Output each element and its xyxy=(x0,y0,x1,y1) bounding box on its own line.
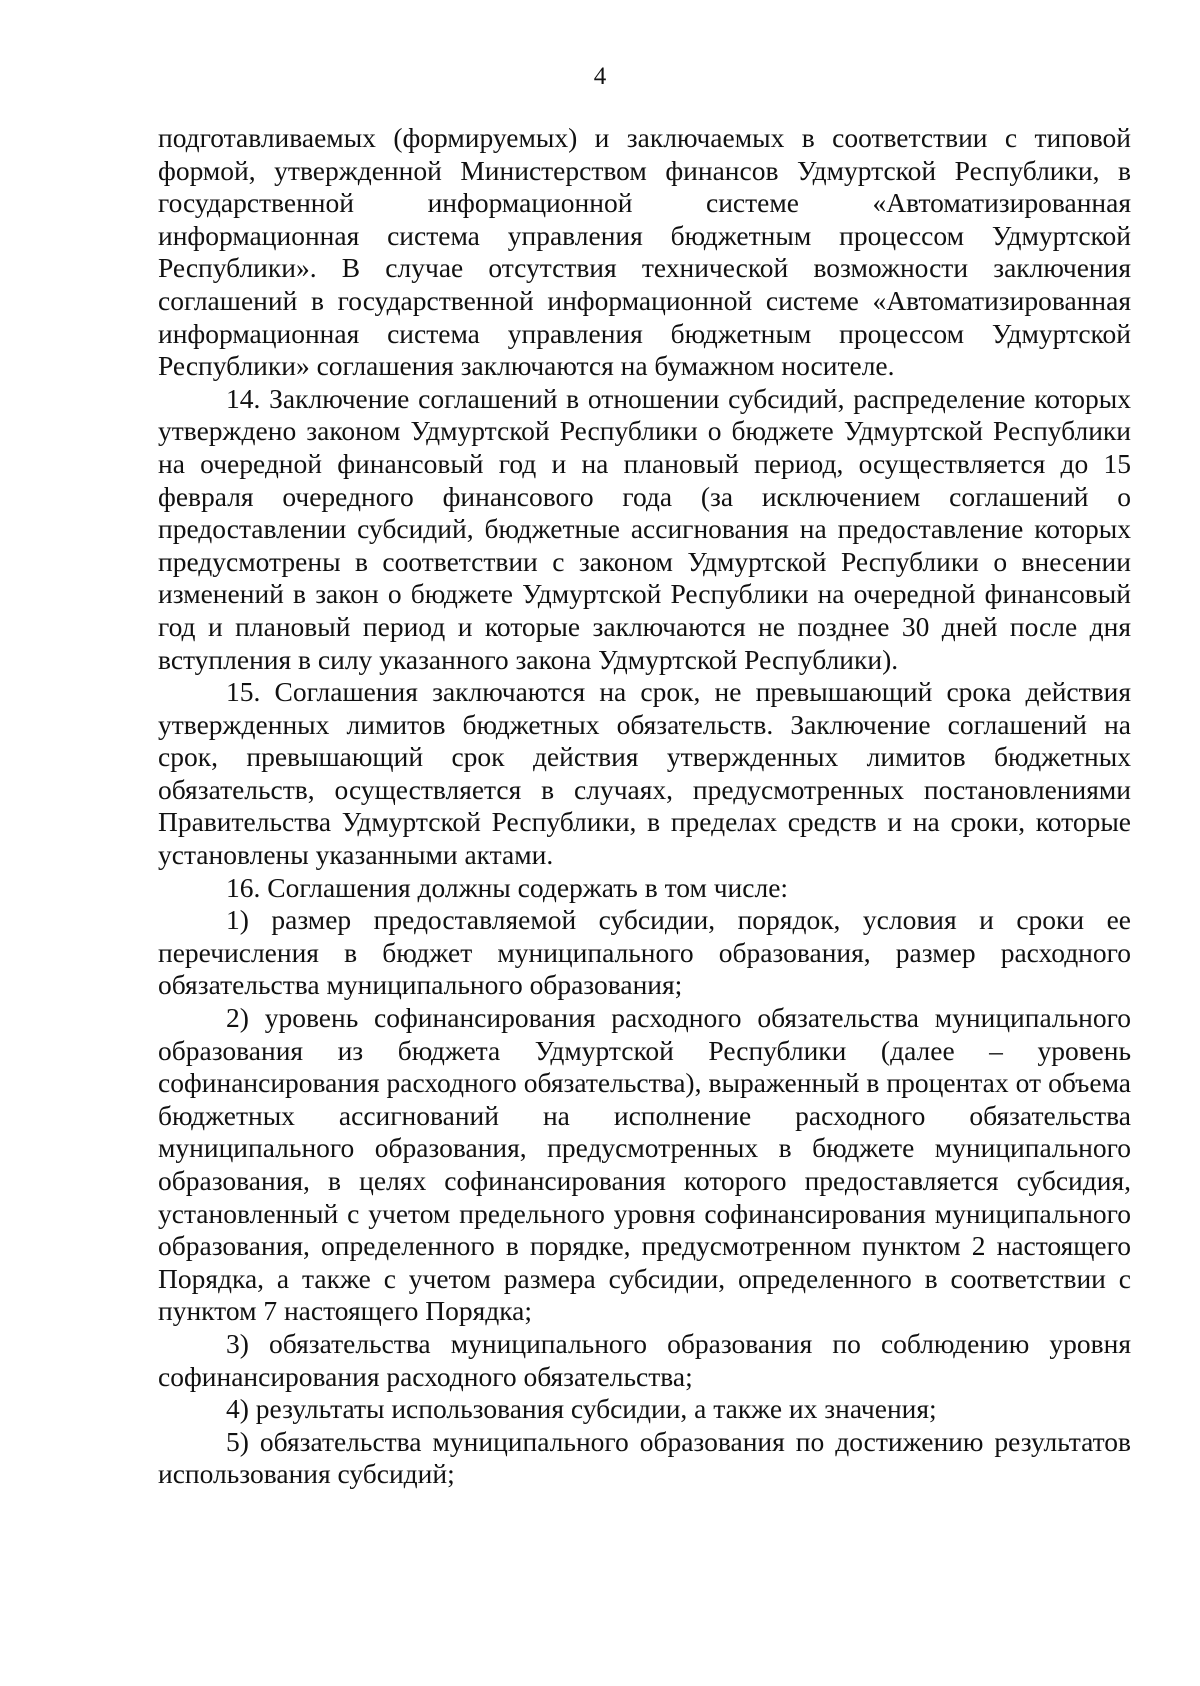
list-item-16-3: 3) обязательства муниципального образования по соблюдению уровня софинансирования расходного обязательства; xyxy=(158,1327,1131,1392)
document-body xyxy=(158,122,1131,1491)
paragraph-item-14: 14. Заключение соглашений в отношении субсидий, распределение которых утверждено законом Удмуртской Республики о бюджете Удмуртской Республики на очередной финансовый год и на плановый период, осуществляется до 15 февраля очередного финансового года (за исключением соглашений о предоставлении субсидий, бюджетные ассигнования на предоставление которых предусмотрены в соответствии с законом Удмуртской Республики о внесении изменений в закон о бюджете Удмуртской Республики на очередной финансовый год и плановый период и которые заключаются не позднее 30 дней после дня вступления в силу указанного закона Удмуртской Республики). xyxy=(158,382,1131,675)
list-item-16-4: 4) результаты использования субсидии, а также их значения; xyxy=(226,1393,937,1425)
paragraph-continuation: подготавливаемых (формируемых) и заключаемых в соответствии с типовой формой, утвержденной Министерством финансов Удмуртской Республики, в государственной информационной системе «Автоматизированная информационная система управления бюджетным процессом Удмуртской Республики». В случае отсутствия технической возможности заключения соглашений в государственной информационной системе «Автоматизированная информационная система управления бюджетным процессом Удмуртской Республики» соглашения заключаются на бумажном носителе. xyxy=(158,122,1131,382)
list-item-16-2: 2) уровень софинансирования расходного обязательства муниципального образования из бюджета Удмуртской Республики (далее – уровень софинансирования расходного обязательства), выраженный в процентах от объема бюджетных ассигнований на исполнение расходного обязательства муниципального образования, предусмотренных в бюджете муниципального образования, в целях софинансирования которого предоставляется субсидия, установленный с учетом предельного уровня софинансирования муниципального образования, определенного в порядке, предусмотренном пунктом 2 настоящего Порядка, а также с учетом размера субсидии, определенного в соответствии с пунктом 7 настоящего Порядка; xyxy=(158,1002,1131,1327)
page-number: 4 xyxy=(593,63,607,90)
paragraph-item-15: 15. Соглашения заключаются на срок, не превышающий срока действия утвержденных лимитов бюджетных обязательств. Заключение соглашений на срок, превышающий срок действия утвержденных лимитов бюджетных обязательств, осуществляется в случаях, предусмотренных постановлениями Правительства Удмуртской Республики, в пределах средств и на сроки, которые установлены указанными актами. xyxy=(158,676,1131,871)
list-item-16-5: 5) обязательства муниципального образования по достижению результатов использования субсидий; xyxy=(158,1425,1131,1490)
list-item-16-1: 1) размер предоставляемой субсидии, порядок, условия и сроки ее перечисления в бюджет муниципального образования, размер расходного обязательства муниципального образования; xyxy=(158,904,1131,1001)
paragraph-item-16: 16. Соглашения должны содержать в том числе: xyxy=(226,871,789,903)
